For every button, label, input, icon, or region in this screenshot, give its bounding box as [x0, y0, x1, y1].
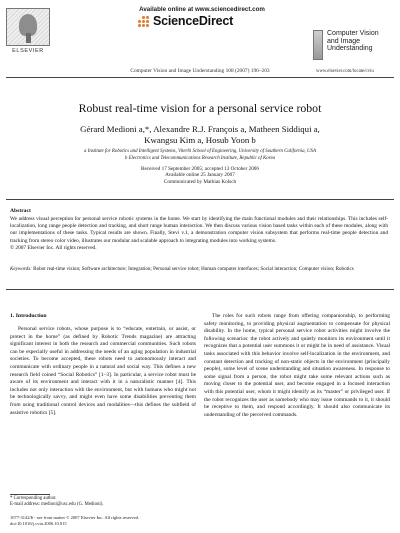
issn-line: 1077-3142/$ - see front matter © 2007 Elsevier Inc. All rights reserved.	[10, 515, 140, 520]
communicated-by: Communicated by Mathias Kolsch	[163, 178, 237, 185]
sciencedirect-name: ScienceDirect	[153, 14, 234, 28]
author-email[interactable]: E-mail address: medioni@usc.edu (G. Medioni).	[10, 502, 104, 508]
journal-citation: Computer Vision and Image Understanding 108 (2007) 196–203	[130, 68, 270, 74]
affiliation-a: a Institute for Robotics and Intelligent Systems, Viterbi School of Engineering, University of Southern California, USA	[84, 149, 316, 154]
journal-url[interactable]: www.elsevier.com/locate/cviu	[316, 69, 374, 74]
abstract-top-divider	[6, 199, 394, 200]
section-heading: 1. Introduction	[10, 313, 47, 319]
keywords	[10, 266, 388, 273]
abstract-text: We address visual perception for personal service robotic systems in the home. We start by identifying the main functional modules and their relationships. This includes self-localization, long range people detection and tracking, and short range human interaction. We then discuss various vision based tasks within each of these modules, along with our implementations of these tasks. Typical results are shown. Finally, Stevi v.1, a demonstration computer vision subsystem that performs real-time people detection and tracking from stereo color video, illustrates our modular and scalable approach to integrating modules into working systems.	[10, 216, 388, 244]
date-received: Received 17 September 2005; accepted 13 October 2006	[141, 166, 259, 172]
sciencedirect-dots-icon	[138, 16, 151, 27]
left-column	[10, 326, 196, 417]
header-divider	[6, 77, 394, 78]
journal-title	[327, 30, 379, 53]
date-online: Available online 25 January 2007	[165, 172, 235, 179]
abstract-body	[10, 216, 388, 252]
right-column	[204, 313, 390, 419]
author-list	[20, 124, 380, 146]
doi-line[interactable]: doi:10.1016/j.cviu.2006.10.015	[10, 520, 67, 526]
abstract-bottom-divider	[6, 289, 394, 290]
abstract-copyright: © 2007 Elsevier Inc. All rights reserved.	[10, 244, 97, 251]
paper-title: Robust real-time vision for a personal service robot	[78, 101, 322, 115]
body-paragraph: Personal service robots, whose purpose is to “educate, entertain, or assist, or protect in the home” (as defined by Robotic Trends magazine) are attracting significant interest in both the research and commercial communities. Such robots can be especially useful in addressing the needs of an aging population in industrial societies. To become accepted, these robots need to autonomously interact and communicate with ordinary people in a natural and social way. This defines a new research field coined “Social Robotics” [1–3]. In particular, a service robot must be aware of its environment and interact with it in a naturalistic manner [4]. This includes not only interaction with the environment, but with humans who might not be technologically savvy, and might even have some disabilities preventing them from using traditional control devices and modalities—this defines the subfield of assistive robotics [5].	[10, 326, 196, 416]
keywords-list: Robot real-time vision; Software architecture; Integration; Personal service robot; Human computer interfaces; Social interaction; Computer vision; Robotics	[33, 266, 354, 272]
journal-cover-icon	[313, 30, 323, 60]
affiliations	[20, 149, 380, 162]
sciencedirect-logo	[138, 14, 233, 28]
affiliation-b: b Electronics and Telecommunications Research Institute, Republic of Korea	[124, 155, 276, 161]
authors-line: Gérard Medioni a,*, Alexandre R.J. François a, Matheen Siddiqui a,	[80, 124, 320, 134]
article-history	[20, 166, 380, 185]
elsevier-tree-logo-icon	[6, 8, 50, 46]
corresponding-author-note: * Corresponding author.	[10, 496, 57, 501]
publication-meta	[10, 515, 210, 527]
abstract-heading: Abstract	[10, 208, 31, 214]
elsevier-wordmark: ELSEVIER	[12, 48, 44, 54]
journal-title-line: Understanding	[327, 45, 373, 53]
footnote-divider	[10, 494, 50, 495]
journal-title-line: and Image	[327, 37, 361, 45]
journal-title-line: Computer Vision	[327, 30, 379, 37]
footnote	[10, 496, 196, 508]
authors-line: Kwangsu Kim a, Hosub Yoon b	[144, 135, 256, 145]
keywords-label: Keywords:	[10, 266, 32, 272]
available-online-text: Available online at www.sciencedirect.com	[139, 6, 265, 13]
body-paragraph: The roles for such robots range from offering companionship, to performing safety monitoring, to providing physical augmentation to compensate for physical disability. In the home, typical personal service robot activities might involve the following scenarios: the robot actively and quietly monitors its environment until it recognizes that a potential user summons it or might be in need of assistance. Visual tasks associated with this behavior involve self-localization in the environment, and constant detection and tracking of non-static objects in the environment (principally people), some level of scene understanding and situation awareness. In response to some signal from a person, the robot might take some relevant actions such as moving closer to the potential user, and become engaged in a focused interaction with this potential user, whom it might identify as its “master” or privileged user. If the robot recognizes the user as somebody who may issue commands to it, it should be receptive to them, and respond accordingly. It should also communicate its understanding of the perceived commands.	[204, 313, 390, 418]
